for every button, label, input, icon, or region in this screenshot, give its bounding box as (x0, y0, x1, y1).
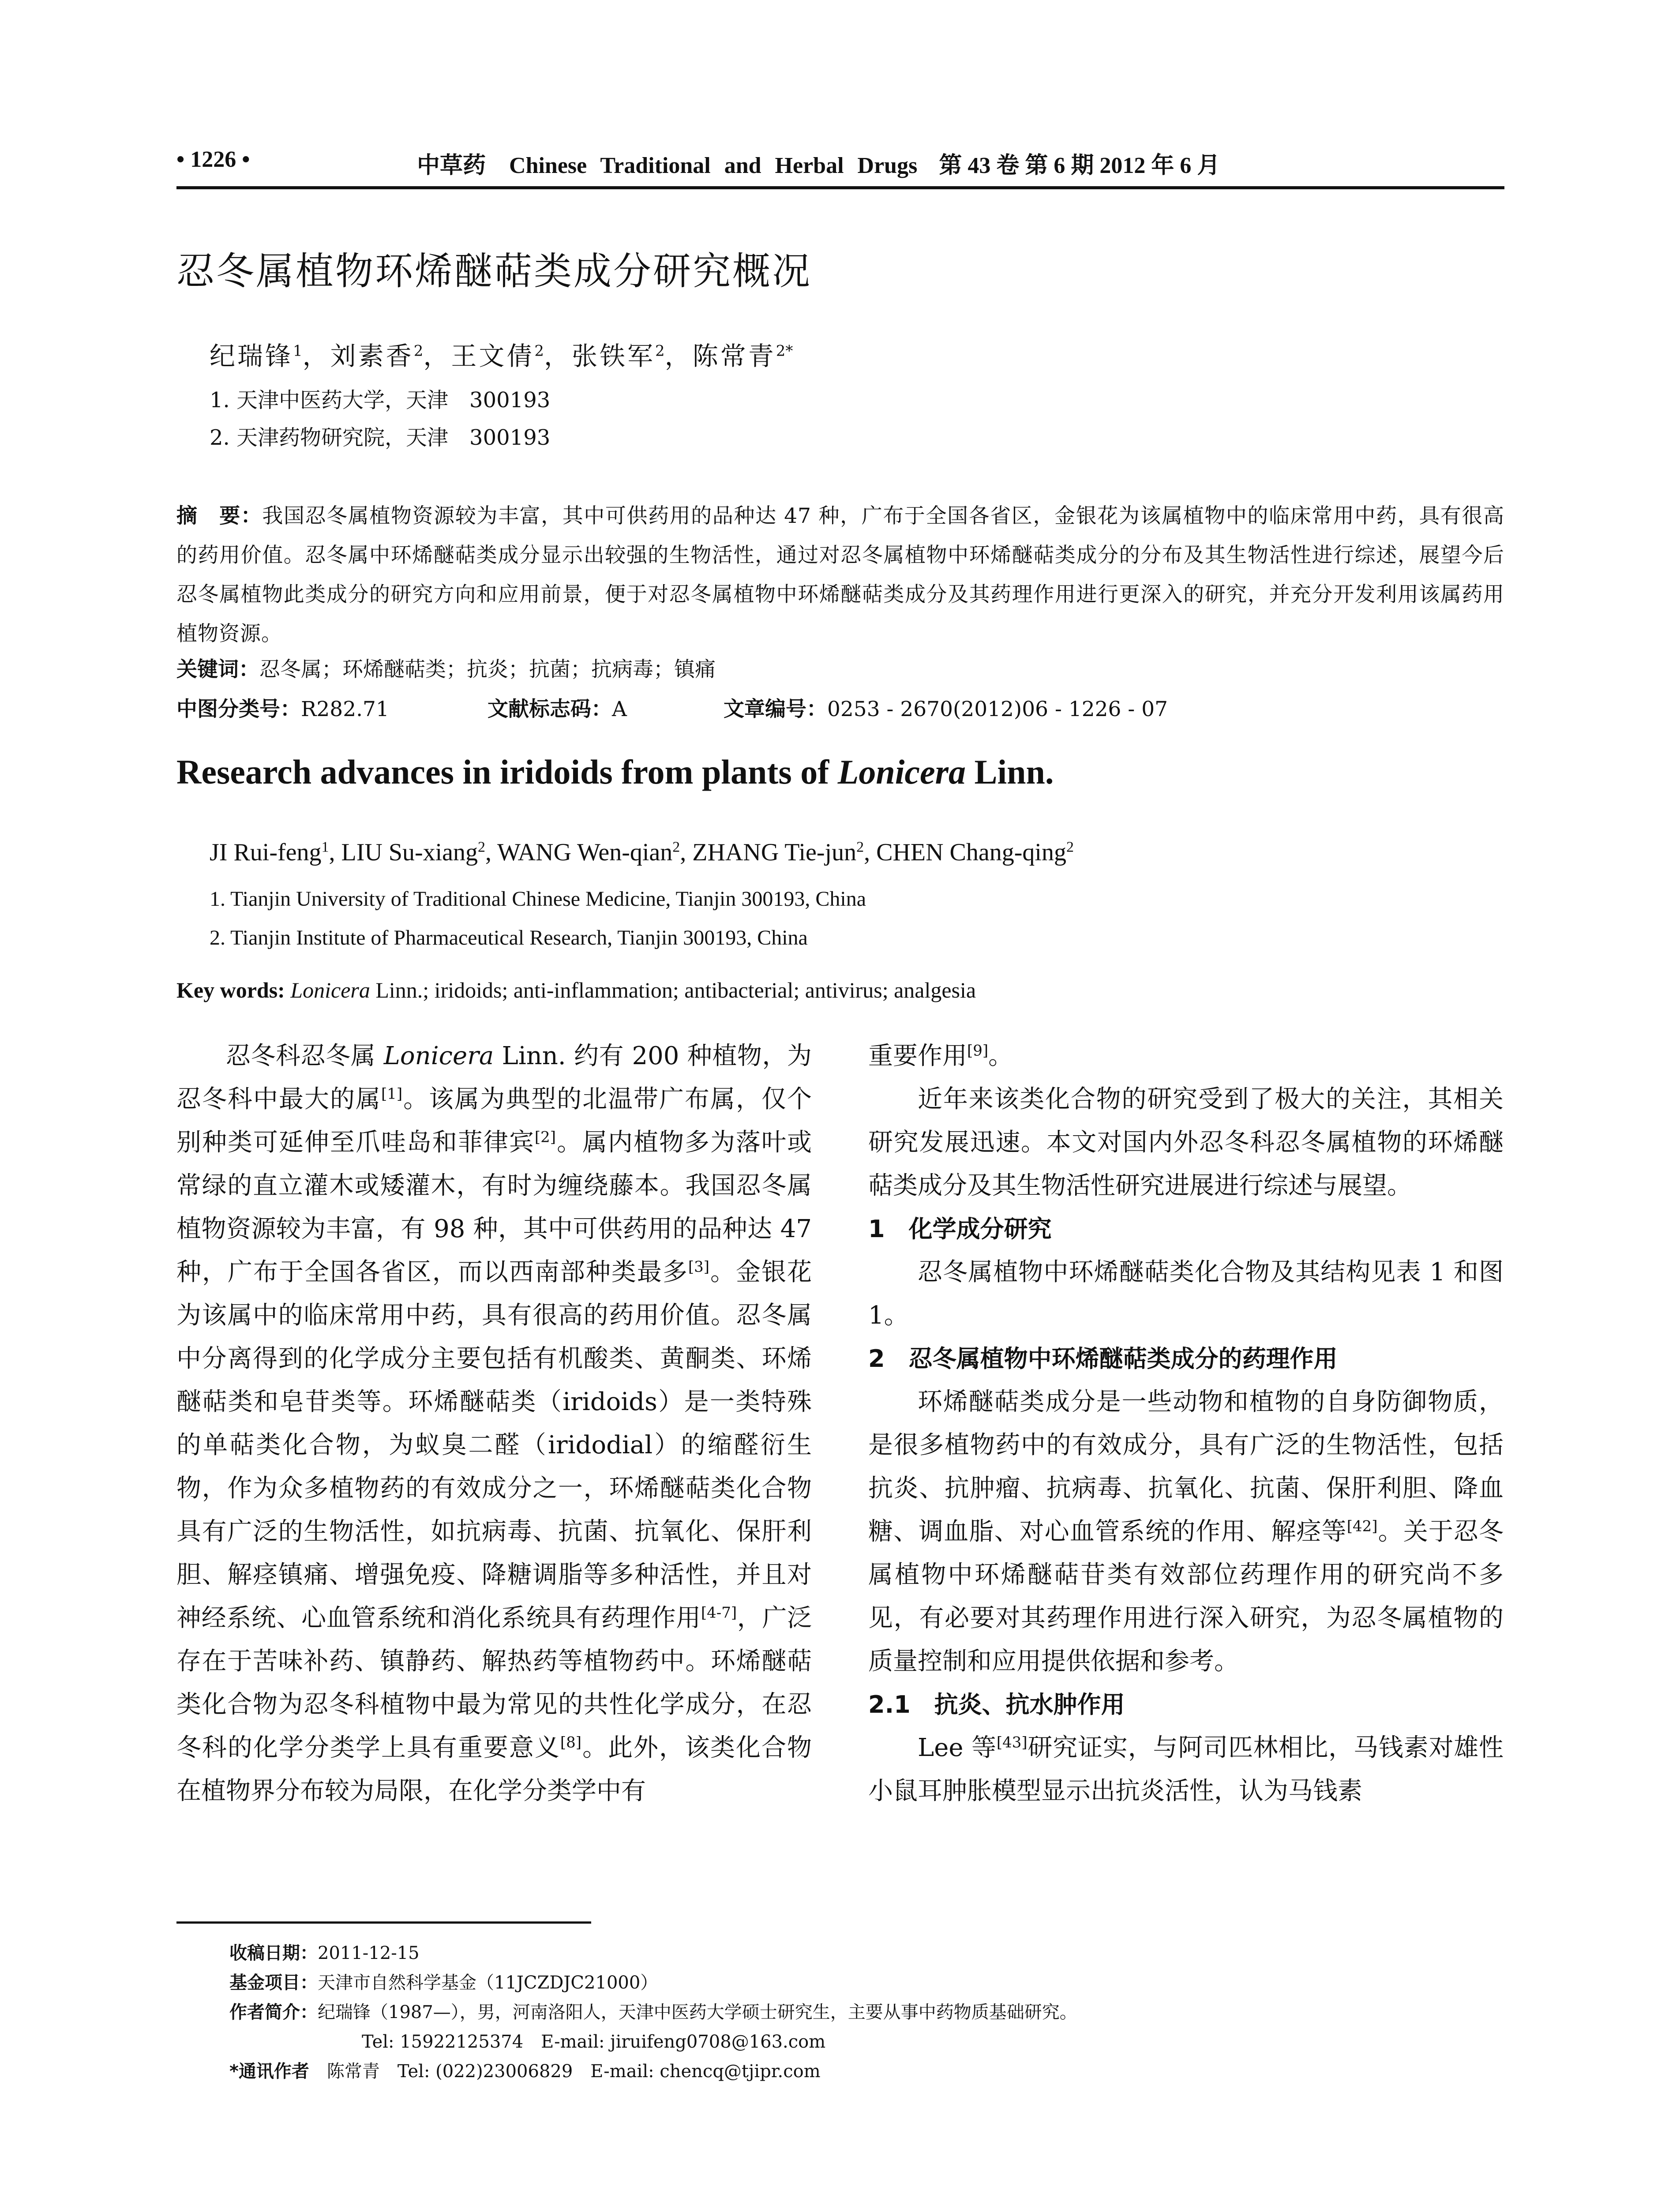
footnote-funding: 基金项目：天津市自然科学基金（11JCZDJC21000） (229, 1973, 658, 1993)
article-number: 文章编号：0253 - 2670(2012)06 - 1226 - 07 (724, 697, 1168, 721)
classification-line (176, 693, 1504, 719)
author-name-en: LIU Su-xiang (341, 839, 478, 866)
citation-ref: [3] (688, 1258, 710, 1276)
affiliation-cn-2: 2. 天津药物研究院，天津 300193 (210, 425, 551, 450)
journal-volume: 第 43 卷 第 6 期 2012 年 6 月 (939, 153, 1220, 178)
body-column-right (868, 1035, 1504, 1813)
affiliation-cn-1: 1. 天津中医药大学，天津 300193 (210, 388, 551, 413)
author-list-en: JI Rui-feng$^1$, LIU Su-xiang$^2$, WANG Wen-qian$^2$, ZHANG Tie-jun$^2$, CHEN Chang-qing$^2$ (210, 839, 1074, 866)
author-affiliation-mark: 1 (293, 342, 303, 360)
body-paragraph: 重要作用[9]。 (868, 1042, 1013, 1070)
keywords-en: Key words: Lonicera Linn.; iridoids; anti-inflammation; antibacterial; antivirus; analgesia (176, 978, 976, 1002)
page-number: • 1226 • (176, 147, 250, 172)
clc-number: 中图分类号：R282.71 (176, 697, 389, 721)
citation-ref: [1] (381, 1085, 403, 1103)
keywords-cn (176, 653, 716, 683)
affiliation-en-2: 2. Tianjin Institute of Pharmaceutical Research, Tianjin 300193, China (210, 926, 808, 949)
body-paragraph: 忍冬科忍冬属 Lonicera Linn. 约有 200 种植物，为忍冬科中最大的属[1]。该属为典型的北温带广布属，仅个别种类可延伸至爪哇岛和菲律宾[2]。属内植物多为落叶或常绿的直立灌木或矮灌木，有时为缠绕藤本。我国忍冬属植物资源较为丰富，有 98 种，其中可供药用的品种达 47 种，广布于全国各省区，而以西南部种类最多[3]。金银花为该属中的临床常用中药，具有很高的药用价值。忍冬属中分离得到的化学成分主要包括有机酸类、黄酮类、环烯醚萜类和皂苷类等。环烯醚萜类（iridoids）是一类特殊的单萜类化合物，为蚁臭二醛（iridodial）的缩醛衍生物，作为众多植物药的有效成分之一，环烯醚萜类化合物具有广泛的生物活性，如抗病毒、抗菌、抗氧化、保肝利胆、解痉镇痛、增强免疫、降糖调脂等多种活性，并且对神经系统、心血管系统和消化系统具有药理作用[4-7]，广泛存在于苦味补药、镇静药、解热药等植物药中。环烯醚萜类化合物为忍冬科植物中最为常见的共性化学成分，在忍冬科的化学分类学上具有重要意义[8]。此外，该类化合物在植物界分布较为局限，在化学分类学中有 (176, 1042, 812, 1805)
citation-ref: [9] (967, 1042, 989, 1060)
author-name-en: ZHANG Tie-jun (692, 839, 857, 866)
author-name-en: WANG Wen-qian (497, 839, 673, 866)
affiliation-en-1: 1. Tianjin University of Traditional Chinese Medicine, Tianjin 300193, China (210, 887, 866, 911)
document-code: 文献标志码：A (488, 697, 627, 721)
footnote-rule (176, 1921, 591, 1924)
author-affiliation-mark: 2 (655, 342, 665, 360)
citation-ref: [43] (996, 1733, 1028, 1752)
citation-ref: [2] (534, 1128, 556, 1146)
footnote-author-bio: 作者简介：纪瑞锋（1987—），男，河南洛阳人，天津中医药大学硕士研究生，主要从事中药物质基础研究。 (229, 2002, 1077, 2022)
body-paragraph: 环烯醚萜类成分是一些动物和植物的自身防御物质，是很多植物药中的有效成分，具有广泛的生物活性，包括抗炎、抗肿瘤、抗病毒、抗氧化、抗菌、保肝利胆、降血糖、调血脂、对心血管系统的作用、解痉等[42]。关于忍冬属植物中环烯醚萜苷类有效部位药理作用的研究尚不多见，有必要对其药理作用进行深入研究，为忍冬属植物的质量控制和应用提供依据和参考。 (868, 1388, 1504, 1676)
author-affiliation-mark: 2* (776, 342, 793, 360)
author-name: 刘素香 (330, 341, 414, 371)
abstract-label: 摘 要： (176, 504, 262, 528)
keywords-en-label: Key words: (176, 978, 285, 1002)
footnote-corresponding: *通讯作者 陈常青 Tel: (022)23006829 E-mail: chencq@tjipr.com (229, 2061, 821, 2082)
author-name: 纪瑞锋 (210, 341, 293, 371)
body-paragraph: 近年来该类化合物的研究受到了极大的关注，其相关研究发展迅速。本文对国内外忍冬科忍冬属植物的环烯醚萜类成分及其生物活性研究进展进行综述与展望。 (868, 1085, 1504, 1200)
author-list-cn: 纪瑞锋$^1$，刘素香$^2$，王文倩$^2$，张铁军$^2$，陈常青$^{2*}$ (210, 341, 793, 371)
author-name-en: JI Rui-feng (210, 839, 322, 866)
abstract-text: 我国忍冬属植物资源较为丰富，其中可供药用的品种达 47 种，广布于全国各省区，金银花为该属植物中的临床常用中药，具有很高的药用价值。忍冬属中环烯醚萜类成分显示出较强的生物活性，通过对忍冬属植物中环烯醚萜类成分的分布及其生物活性进行综述，展望今后忍冬属植物此类成分的研究方向和应用前景，便于对忍冬属植物中环烯醚萜类成分及其药理作用进行更深入的研究，并充分开发利用该属药用植物资源。 (176, 504, 1505, 646)
section-heading-2: 2 忍冬属植物中环烯醚萜类成分的药理作用 (868, 1345, 1338, 1373)
running-header (176, 138, 1504, 189)
body-column-left (176, 1035, 812, 1813)
article-title-en: Research advances in iridoids from plants of Lonicera Linn. (176, 753, 1054, 791)
author-name: 王文倩 (451, 341, 535, 371)
author-name: 陈常青 (692, 341, 776, 371)
keywords-label: 关键词： (176, 657, 259, 682)
citation-ref: [42] (1346, 1517, 1378, 1535)
section-heading-1: 1 化学成分研究 (868, 1215, 1052, 1243)
body-paragraph: Lee 等[43]研究证实，与阿司匹林相比，马钱素对雄性小鼠耳肿胀模型显示出抗炎活性，认为马钱素 (868, 1733, 1504, 1805)
keywords-text: 忍冬属；环烯醚萜类；抗炎；抗菌；抗病毒；镇痛 (259, 657, 716, 682)
citation-ref: [8] (560, 1733, 582, 1752)
citation-ref: [4-7] (701, 1604, 737, 1622)
journal-name-cn: 中草药 (417, 152, 486, 179)
journal-line (417, 146, 1220, 180)
author-name: 张铁军 (572, 341, 656, 371)
abstract-cn (176, 496, 1504, 653)
author-affiliation-mark: 2 (534, 342, 544, 360)
journal-name-en: Chinese Traditional and Herbal Drugs (509, 153, 918, 178)
section-heading-2-1: 2.1 抗炎、抗水肿作用 (868, 1691, 1125, 1718)
author-affiliation-mark: 2 (413, 342, 424, 360)
author-name-en: CHEN Chang-qing (876, 839, 1066, 866)
footnote-author-contact: Tel: 15922125374 E-mail: jiruifeng0708@163.com (362, 2032, 826, 2052)
body-paragraph: 忍冬属植物中环烯醚萜类化合物及其结构见表 1 和图 1。 (868, 1258, 1504, 1330)
article-title-cn: 忍冬属植物环烯醚萜类成分研究概况 (176, 249, 812, 293)
footnote-received: 收稿日期：2011-12-15 (229, 1943, 420, 1963)
